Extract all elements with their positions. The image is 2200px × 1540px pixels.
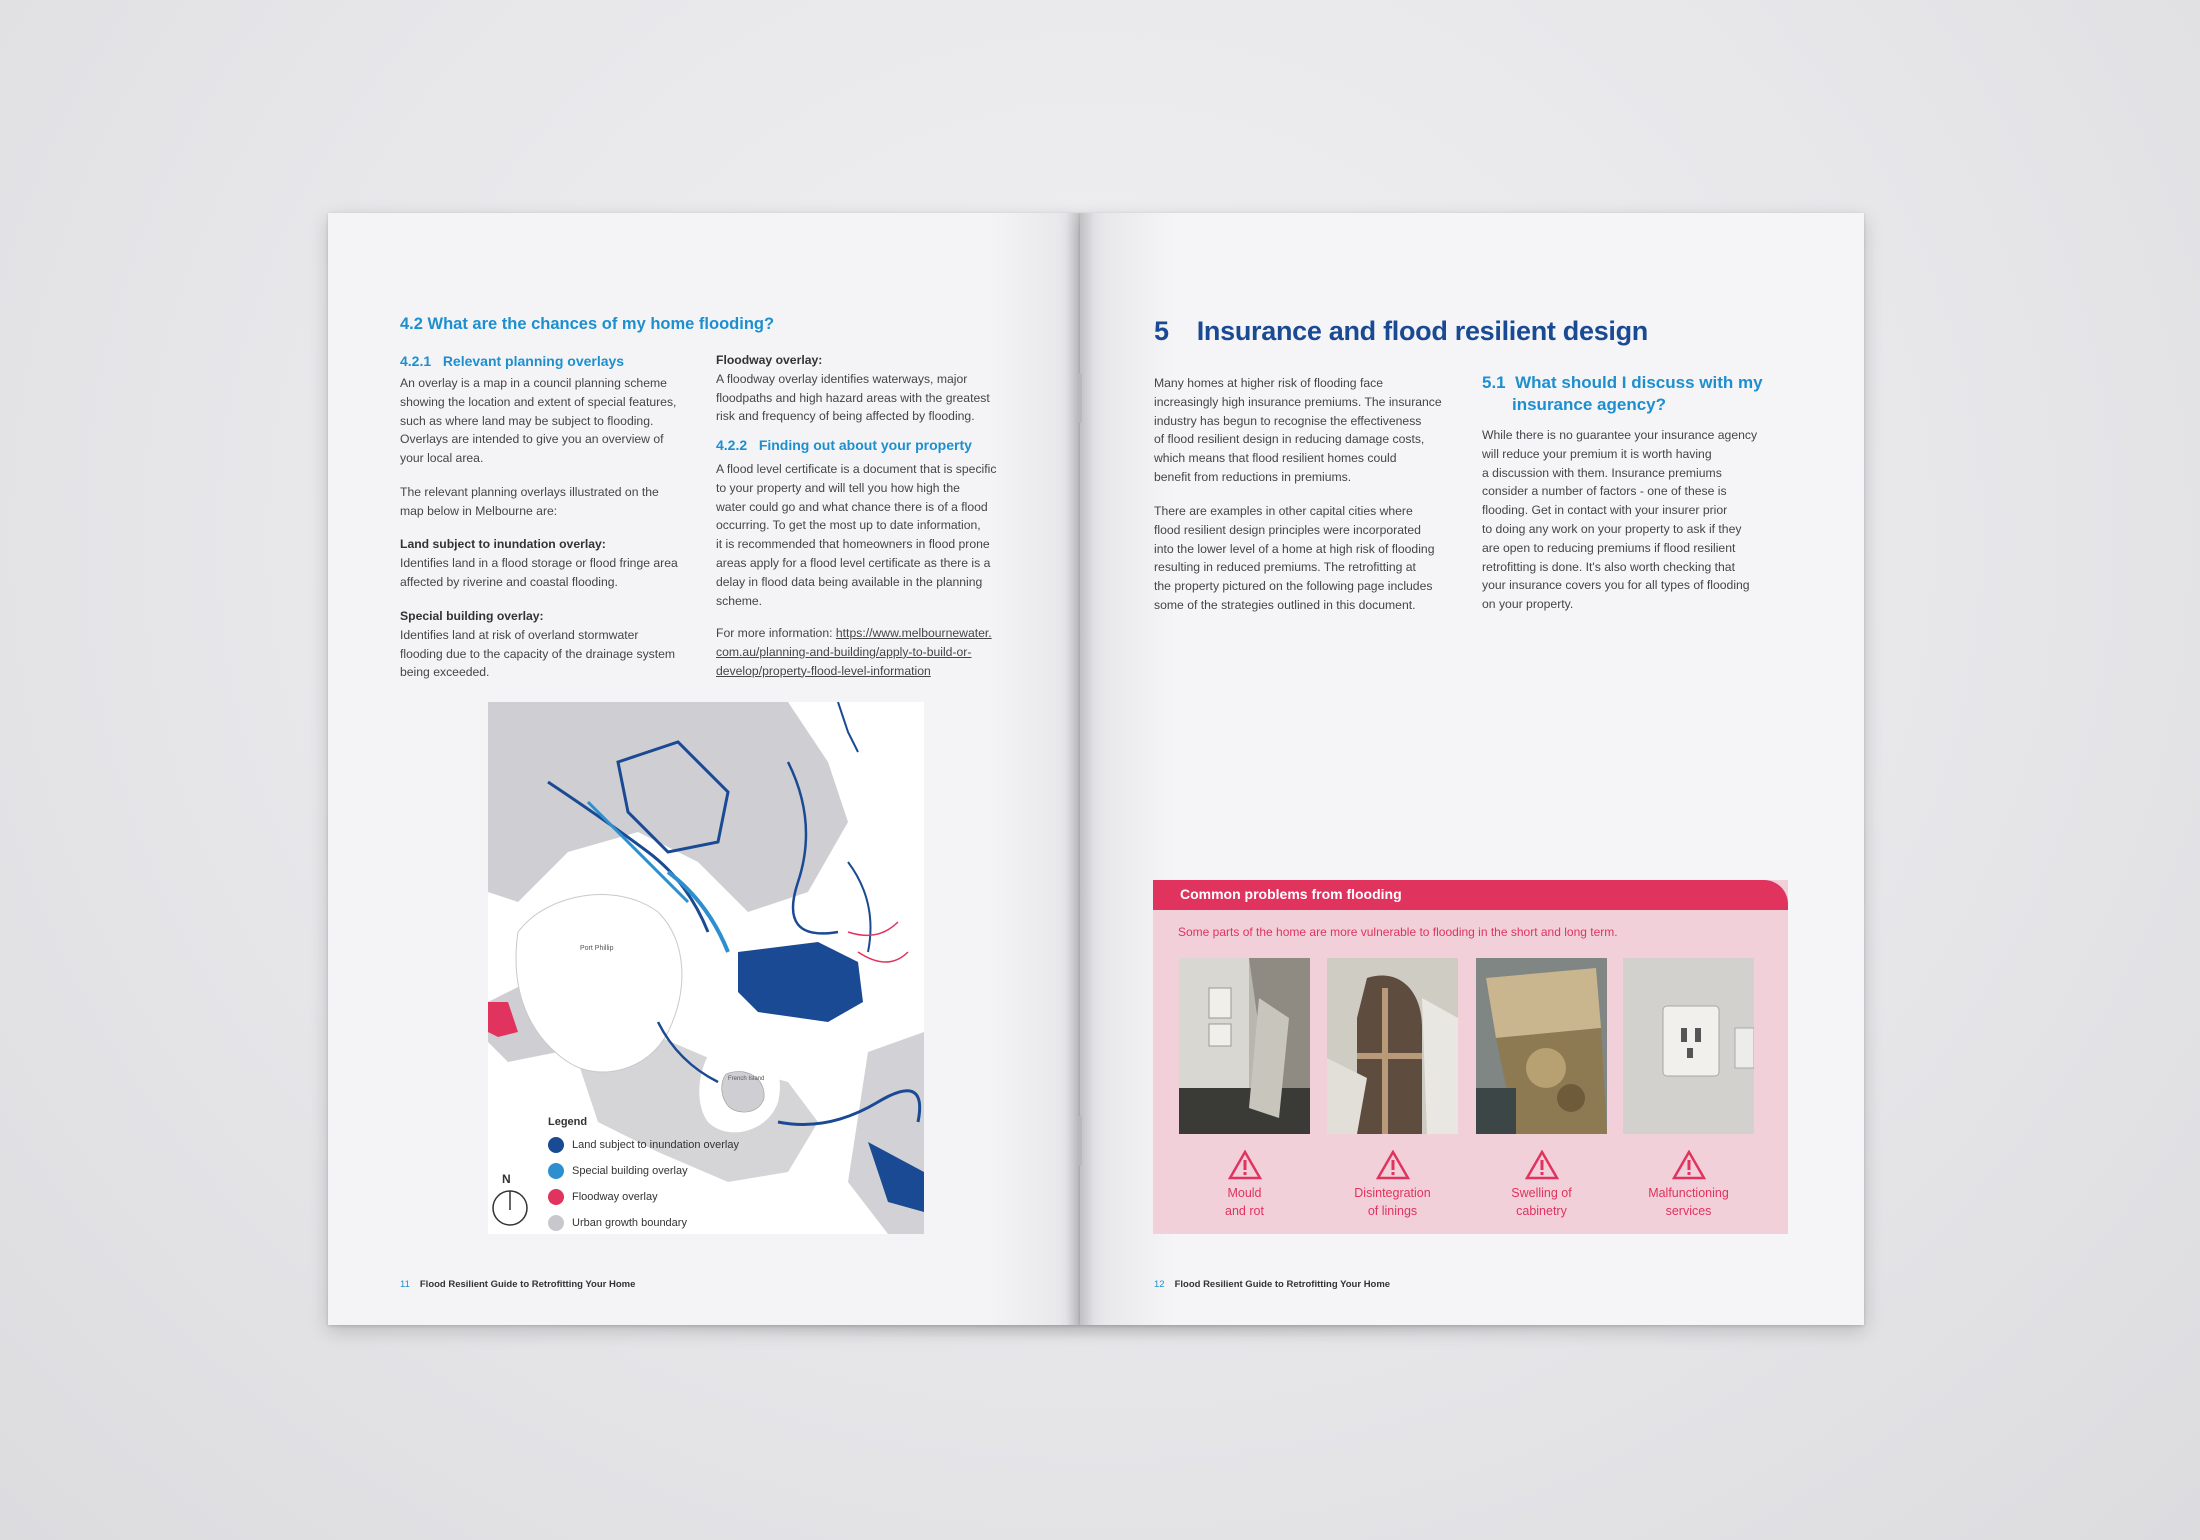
legend-item-lsio: Land subject to inundation overlay <box>548 1137 739 1153</box>
map-label-french-island: French Island <box>728 1076 765 1082</box>
common-problems-subtitle: Some parts of the home are more vulnerable to flooding in the short and long term. <box>1178 925 1618 939</box>
subheading-title: Relevant planning overlays <box>442 353 625 369</box>
legend-title: Legend <box>548 1116 588 1128</box>
melbourne-water-link-end[interactable]: develop/property-flood-level-information <box>716 663 931 678</box>
floodway-description: Floodway overlay: A floodway overlay identifies waterways, major floodpaths and high hazard areas with the greatest risk and frequency of being affected by flooding. <box>716 353 990 424</box>
warning-icon <box>1228 1150 1262 1185</box>
legend-swatch <box>548 1189 564 1205</box>
chapter-heading: 5 Insurance and flood resilient design <box>1154 316 1649 346</box>
map-label-port-phillip: Port Phillip <box>580 945 614 952</box>
subheading-4-2-1 <box>400 353 624 369</box>
lsio-description: Land subject to inundation overlay: Identifies land in a flood storage or flood fringe area affected by riverine and coastal flooding. <box>400 537 678 589</box>
warning-icon <box>1376 1150 1410 1185</box>
melbourne-water-link-cont[interactable]: com.au/planning-and-building/apply-to-build-or- <box>716 644 972 659</box>
subheading-number: 4.2.1 <box>400 353 432 369</box>
melbourne-water-link[interactable]: https://www.melbournewater. <box>835 626 992 640</box>
staple-bottom <box>1078 1116 1082 1166</box>
caption-cabinetry: Swelling of cabinetry <box>1511 1186 1572 1218</box>
photo-cabinetry <box>1476 958 1607 1134</box>
section-heading-4-2: 4.2 What are the chances of my home flooding? <box>400 315 775 333</box>
legend-item-floodway: Floodway overlay <box>548 1189 658 1205</box>
right-footer: 12 Flood Resilient Guide to Retrofitting Your Home <box>1154 1279 1391 1290</box>
photo-mould <box>1179 958 1310 1134</box>
photo-linings <box>1327 958 1458 1134</box>
map-graphic <box>488 702 924 1234</box>
warning-icon <box>1525 1150 1559 1185</box>
warning-icon <box>1672 1150 1706 1185</box>
subheading-5-1: 5.1 What should I discuss with my insurance agency? <box>1482 373 1763 414</box>
legend-swatch <box>548 1137 564 1153</box>
legend-swatch <box>548 1163 564 1179</box>
paragraph-overlays-list-intro: The relevant planning overlays illustrated on the map below in Melbourne are: <box>400 485 659 518</box>
flood-overlay-map <box>488 702 924 1234</box>
paragraph-insurance-2: There are examples in other capital cities where flood resilient design principles were incorporated into the lower level of a home at high risk of flooding resulting in reduced premiums. The retrofitting at the property pictured on the following page includes some of the strategies outlined in this document. <box>1154 504 1435 612</box>
caption-linings: Disintegration of linings <box>1354 1186 1431 1218</box>
legend-swatch <box>548 1215 564 1231</box>
sbo-description: Special building overlay: Identifies land at risk of overland stormwater flooding due to the capacity of the drainage system being exceeded. <box>400 609 676 680</box>
left-footer: 11 Flood Resilient Guide to Retrofitting Your Home <box>400 1279 636 1290</box>
legend-item-sbo: Special building overlay <box>548 1163 688 1179</box>
photo-services <box>1623 958 1754 1134</box>
paragraph-insurance-agency: While there is no guarantee your insurance agency will reduce your premium it is worth having a discussion with them. Insurance premiums consider a number of factors - one of these is flooding. Get in contact with your insurer prior to doing any work on your property to ask if they are open to reducing premiums if flood resilient retrofitting is done. It's also worth checking that your insurance covers you for all types of flooding on your property. <box>1482 428 1758 612</box>
paragraph-overlay-intro: An overlay is a map in a council planning scheme showing the location and extent of special features, such as where land may be subject to flooding. Overlays are intended to give you an overview of your local area. <box>400 376 677 466</box>
paragraph-flood-certificate: A flood level certificate is a document that is specific to your property and will tell you how high the water could go and what chance there is of a flood occurring. To get the most up to date information, it is recommended that homeowners in flood prone areas apply for a flood level certificate as there is a delay in flood data being available in the planning scheme. <box>716 462 997 608</box>
common-problems-title: Common problems from flooding <box>1180 886 1402 902</box>
caption-services: Malfunctioning services <box>1648 1186 1729 1218</box>
staple-top <box>1078 373 1082 423</box>
more-information: For more information: https://www.melbournewater. com.au/planning-and-building/apply-to-build-or- develop/property-flood-level-information <box>716 624 1036 680</box>
subheading-4-2-2: 4.2.2 Finding out about your property <box>716 437 972 453</box>
caption-mould: Mould and rot <box>1225 1186 1264 1218</box>
legend-item-ugb: Urban growth boundary <box>548 1215 687 1231</box>
paragraph-insurance-1: Many homes at higher risk of flooding face increasingly high insurance premiums. The insurance industry has begun to recognise the effectiveness of flood resilient design in reducing damage costs, which means that flood resilient homes could benefit from reductions in premiums. <box>1154 376 1442 484</box>
